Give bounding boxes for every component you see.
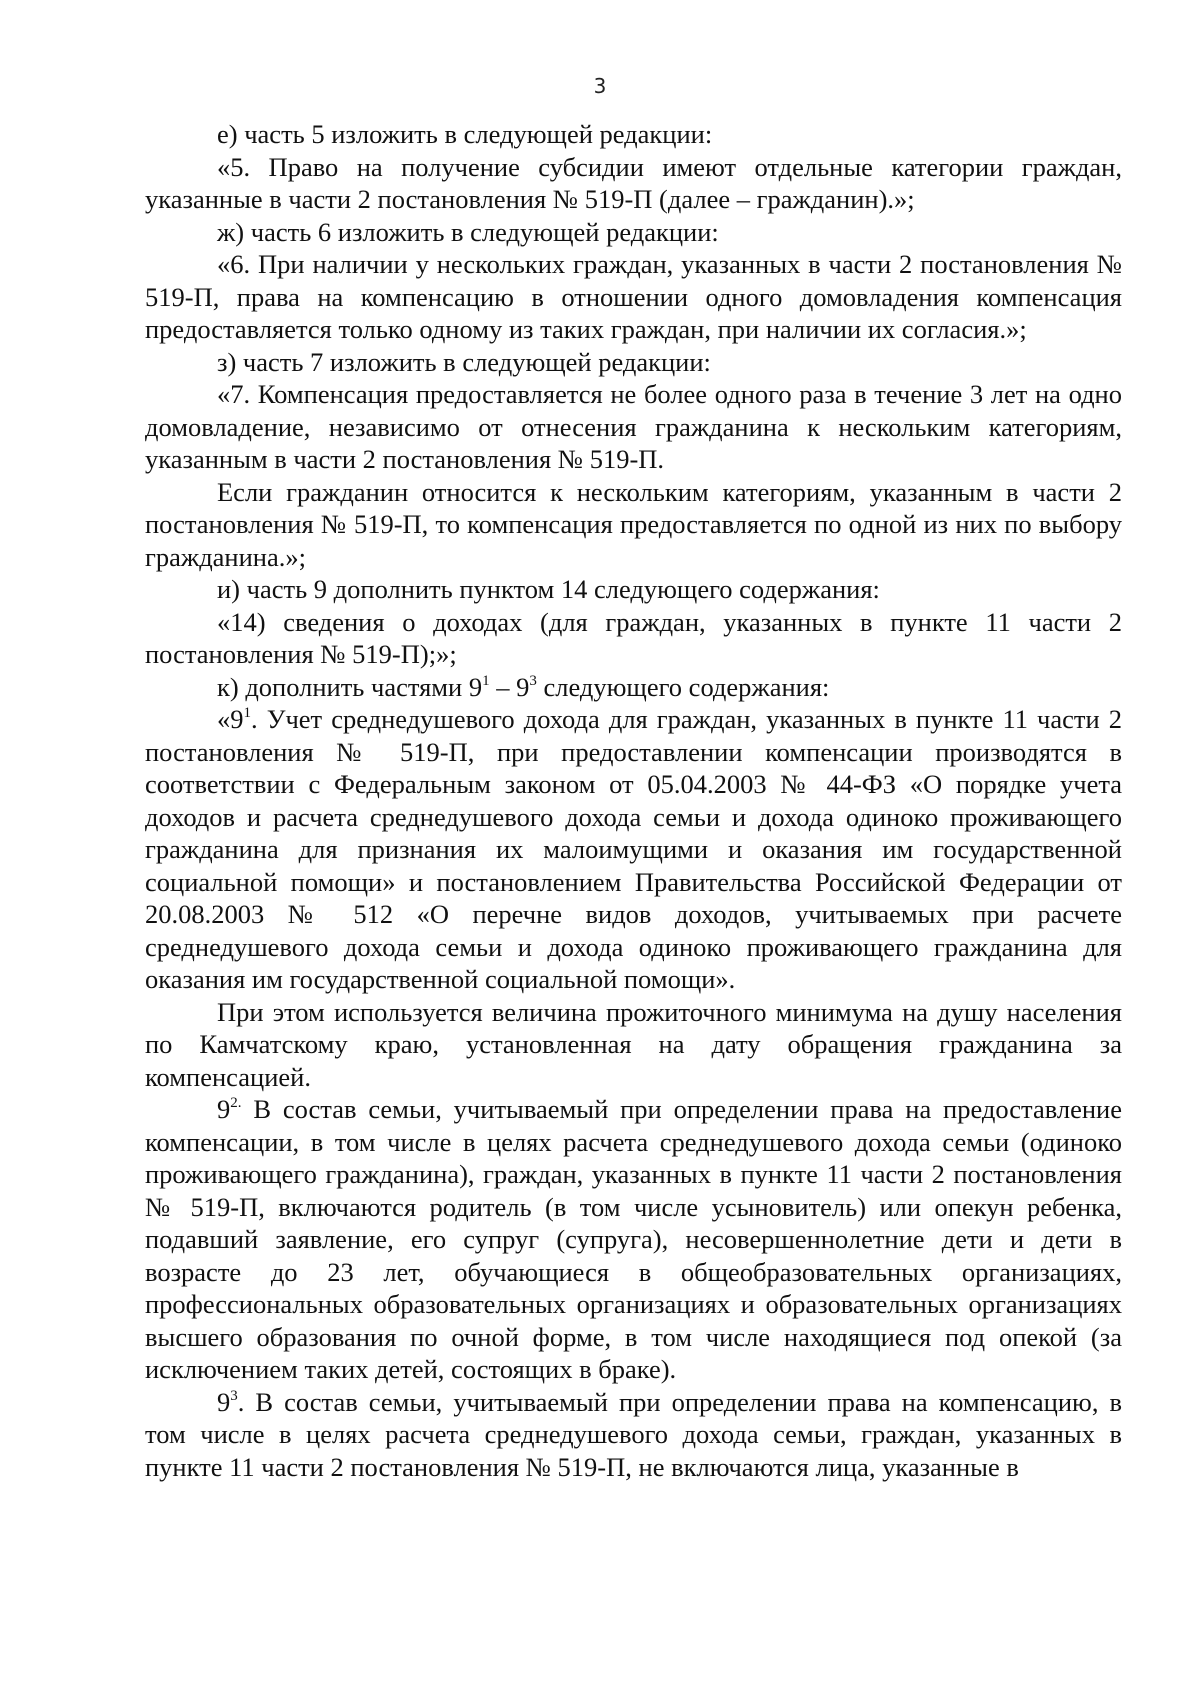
paragraph-9-2-after: В состав семьи, учитываемый при определении права на предоставление компенсации, в том числе в целях расчета среднедушевого дохода семьи (одиноко проживающего гражданина), граждан, указанных в пункте 11 части 2 постановления № 519-П, включаются родитель (в том числе усыновитель) или опекун ребенка, подавший заявление, его супруг (супруга), несовершеннолетние дети и дети в возрасте до 23 лет, обучающиеся в общеобразовательных организациях, профессиональных образовательных организациях и образовательных организациях высшего образования по очной форме, в том числе находящиеся под опекой (за исключением таких детей, состоящих в браке). xyxy=(145,1094,1122,1384)
paragraph-k-middle: – 9 xyxy=(489,671,530,702)
paragraph-9-1-superscript: 1 xyxy=(243,705,251,721)
paragraph-part-9-3 xyxy=(145,1386,1122,1484)
paragraph-k-superscript-3: 3 xyxy=(529,672,537,689)
paragraph-part-5: «5. Право на получение субсидии имеют отдельные категории граждан, указанные в части 2 постановления № 519-П (далее – гражданин).»; xyxy=(145,151,1122,214)
paragraph-part-9-2 xyxy=(145,1093,1122,1386)
paragraph-9-2-before: 9 xyxy=(217,1094,231,1124)
paragraph-9-3-after: . В состав семьи, учитываемый при определении права на компенсацию, в том числе в целях расчета среднедушевого дохода семьи, граждан, указанных в пункте 11 части 2 постановления № 519-П, не включаются лица, указанные в xyxy=(145,1386,1122,1482)
paragraph-k-after: следующего содержания: xyxy=(536,671,830,702)
paragraph-9-1-after: . Учет среднедушевого дохода для граждан, указанных в пункте 11 части 2 постановления № 519-П, при предоставлении компенсации производятся в соответствии с Федеральным законом от 05.04.2003 № 44-ФЗ «О порядке учета доходов и расчета среднедушевого дохода семьи и дохода одиноко проживающего гражданина для признания их малоимущими и оказания им государственной социальной помощи» и постановлением Правительства Российской Федерации от 20.08.2003 № 512 «О перечне видов доходов, учитываемых при расчете среднедушевого дохода семьи и дохода одиноко проживающего гражданина для оказания им государственной социальной помощи». xyxy=(145,704,1122,994)
page-number: 3 xyxy=(593,74,607,98)
paragraph-9-1-before: «9 xyxy=(217,704,244,734)
paragraph-part-6: «6. При наличии у нескольких граждан, указанных в части 2 постановления № 519-П, права на компенсацию в отношении одного домовладения компенсация предоставляется только одному из таких граждан, при наличии их согласия.»; xyxy=(145,249,1122,344)
paragraph-k-before: к) дополнить частями 9 xyxy=(217,671,483,702)
paragraph-9-3-superscript: 3 xyxy=(230,1387,238,1404)
paragraph-part-7: «7. Компенсация предоставляется не более одного раза в течение 3 лет на одно домовладение, независимо от отнесения гражданина к нескольким категориям, указанным в части 2 постановления № 519-П. xyxy=(145,379,1122,474)
paragraph-k xyxy=(145,671,1122,704)
paragraph-9-2-superscript: 2. xyxy=(230,1095,242,1111)
paragraph-k-superscript-1: 1 xyxy=(482,672,490,689)
paragraph-z: з) часть 7 изложить в следующей редакции: xyxy=(217,346,711,377)
paragraph-i: и) часть 9 дополнить пунктом 14 следующего содержания: xyxy=(217,574,880,604)
paragraph-subsistence-minimum: При этом используется величина прожиточного минимума на душу населения по Камчатскому краю, установленная на дату обращения гражданина за компенсацией. xyxy=(145,996,1122,1092)
document-body xyxy=(145,118,1122,1483)
paragraph-9-3-before: 9 xyxy=(217,1386,231,1417)
paragraph-zh: ж) часть 6 изложить в следующей редакции: xyxy=(217,216,719,247)
paragraph-part-7-second: Если гражданин относится к нескольким категориям, указанным в части 2 постановления № 519-П, то компенсация предоставляется по одной из них по выбору гражданина.»; xyxy=(145,476,1122,572)
paragraph-item-14: «14) сведения о доходах (для граждан, указанных в пункте 11 части 2 постановления № 519-П);»; xyxy=(145,606,1122,669)
paragraph-e: е) часть 5 изложить в следующей редакции: xyxy=(217,119,713,149)
paragraph-part-9-1 xyxy=(145,703,1122,996)
